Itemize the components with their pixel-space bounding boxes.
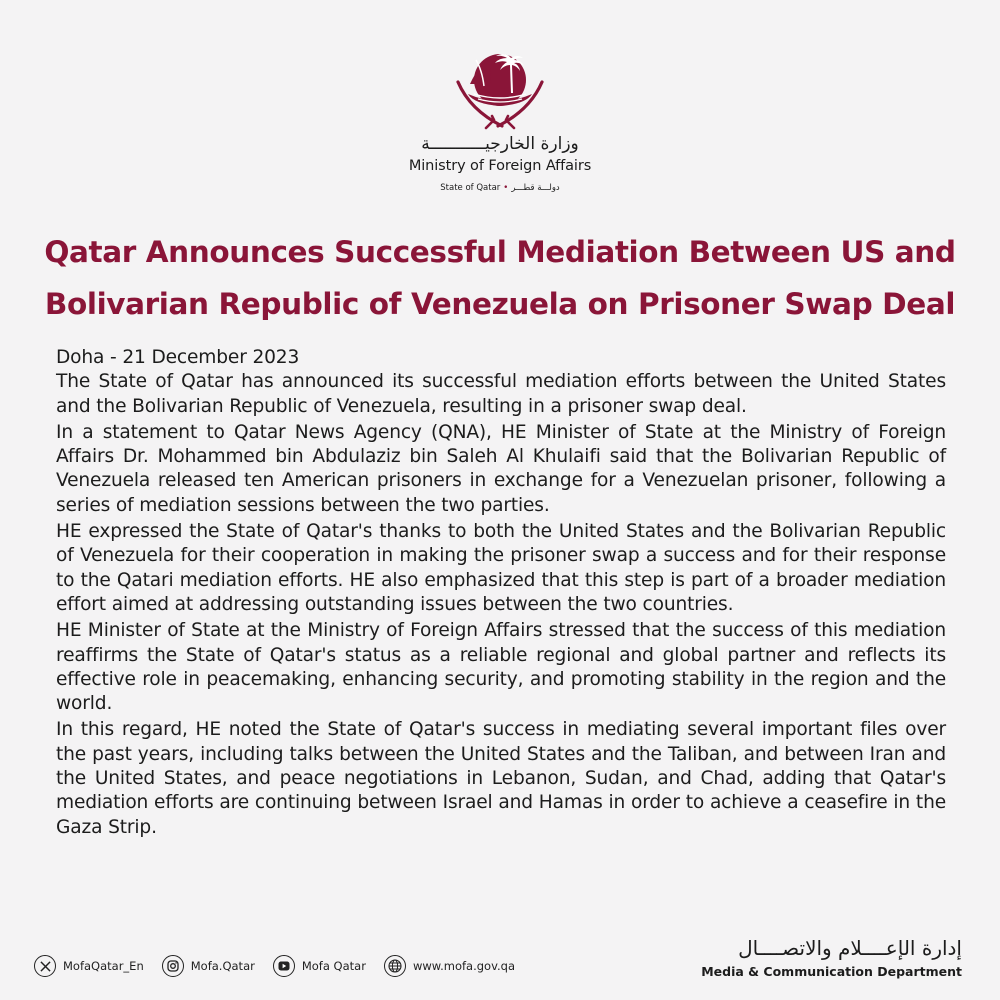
dateline: Doha - 21 December 2023: [56, 347, 300, 368]
social-handle-youtube: Mofa Qatar: [301, 959, 366, 973]
social-handle-x: MofaQatar_En: [63, 959, 144, 973]
website-url: www.mofa.gov.qa: [412, 959, 515, 973]
separator-dot: •: [503, 183, 509, 193]
globe-icon: [384, 955, 406, 977]
article-title-line-2: Bolivarian Republic of Venezuela on Prisoner Swap Deal: [44, 287, 956, 321]
paragraph: The State of Qatar has announced its successful mediation efforts between the United States and the Bolivarian Republic of Venezuela, resulting in a prisoner swap deal.: [56, 371, 946, 417]
website-link[interactable]: [384, 955, 515, 977]
article-body: [56, 346, 946, 842]
state-name-arabic: دولـــة قطـــر: [511, 183, 560, 193]
department-name-english: Media & Communication Department: [701, 964, 962, 979]
article-title: [40, 226, 960, 330]
qatar-emblem-logo: [452, 42, 548, 134]
paragraph: HE Minister of State at the Ministry of Foreign Affairs stressed that the success of this mediation reaffirms the State of Qatar's status as a reliable regional and global partner and reflects its effective role in peacemaking, enhancing security, and promoting stability in the region and the world.: [56, 620, 946, 715]
social-link-x[interactable]: [34, 955, 144, 977]
paragraph: HE expressed the State of Qatar's thanks to both the United States and the Bolivarian Republic of Venezuela for their cooperation in making the prisoner swap a success and for their response to the Qatari mediation efforts. HE also emphasized that this step is part of a broader mediation effort aimed at addressing outstanding issues between the two countries.: [56, 521, 946, 615]
paragraph: In a statement to Qatar News Agency (QNA), HE Minister of State at the Ministry of Foreign Affairs Dr. Mohammed bin Abdulaziz bin Saleh Al Khulaifi said that the Bolivarian Republic of Venezuela released ten American prisoners in exchange for a Venezuelan prisoner, following a series of mediation sessions between the two parties.: [56, 421, 946, 516]
ministry-name-english: Ministry of Foreign Affairs: [408, 158, 592, 174]
paragraph: In this regard, HE noted the State of Qatar's success in mediating several important files over the past years, including talks between the United States and the Taliban, and between Iran and the United States, and peace negotiations in Lebanon, Sudan, and Chad, adding that Qatar's mediation efforts are continuing between Israel and Hamas in order to achieve a ceasefire in the Gaza Strip.: [56, 719, 946, 838]
ministry-name-arabic: وزارة الخارجيـــــــــــة: [421, 134, 579, 154]
social-links-bar: [34, 950, 594, 982]
instagram-icon: [162, 955, 184, 977]
social-link-instagram[interactable]: [162, 955, 255, 977]
department-name-arabic: إدارة الإعــــلام والاتصــــال: [738, 936, 962, 960]
youtube-icon: [273, 955, 295, 977]
article-title-line-1: Qatar Announces Successful Mediation Between US and: [44, 235, 956, 269]
state-of-qatar-line: [0, 183, 1000, 193]
state-name-english: State of Qatar: [440, 183, 501, 193]
social-handle-instagram: Mofa.Qatar: [190, 959, 255, 973]
x-icon: [34, 955, 56, 977]
social-link-youtube[interactable]: [273, 955, 366, 977]
